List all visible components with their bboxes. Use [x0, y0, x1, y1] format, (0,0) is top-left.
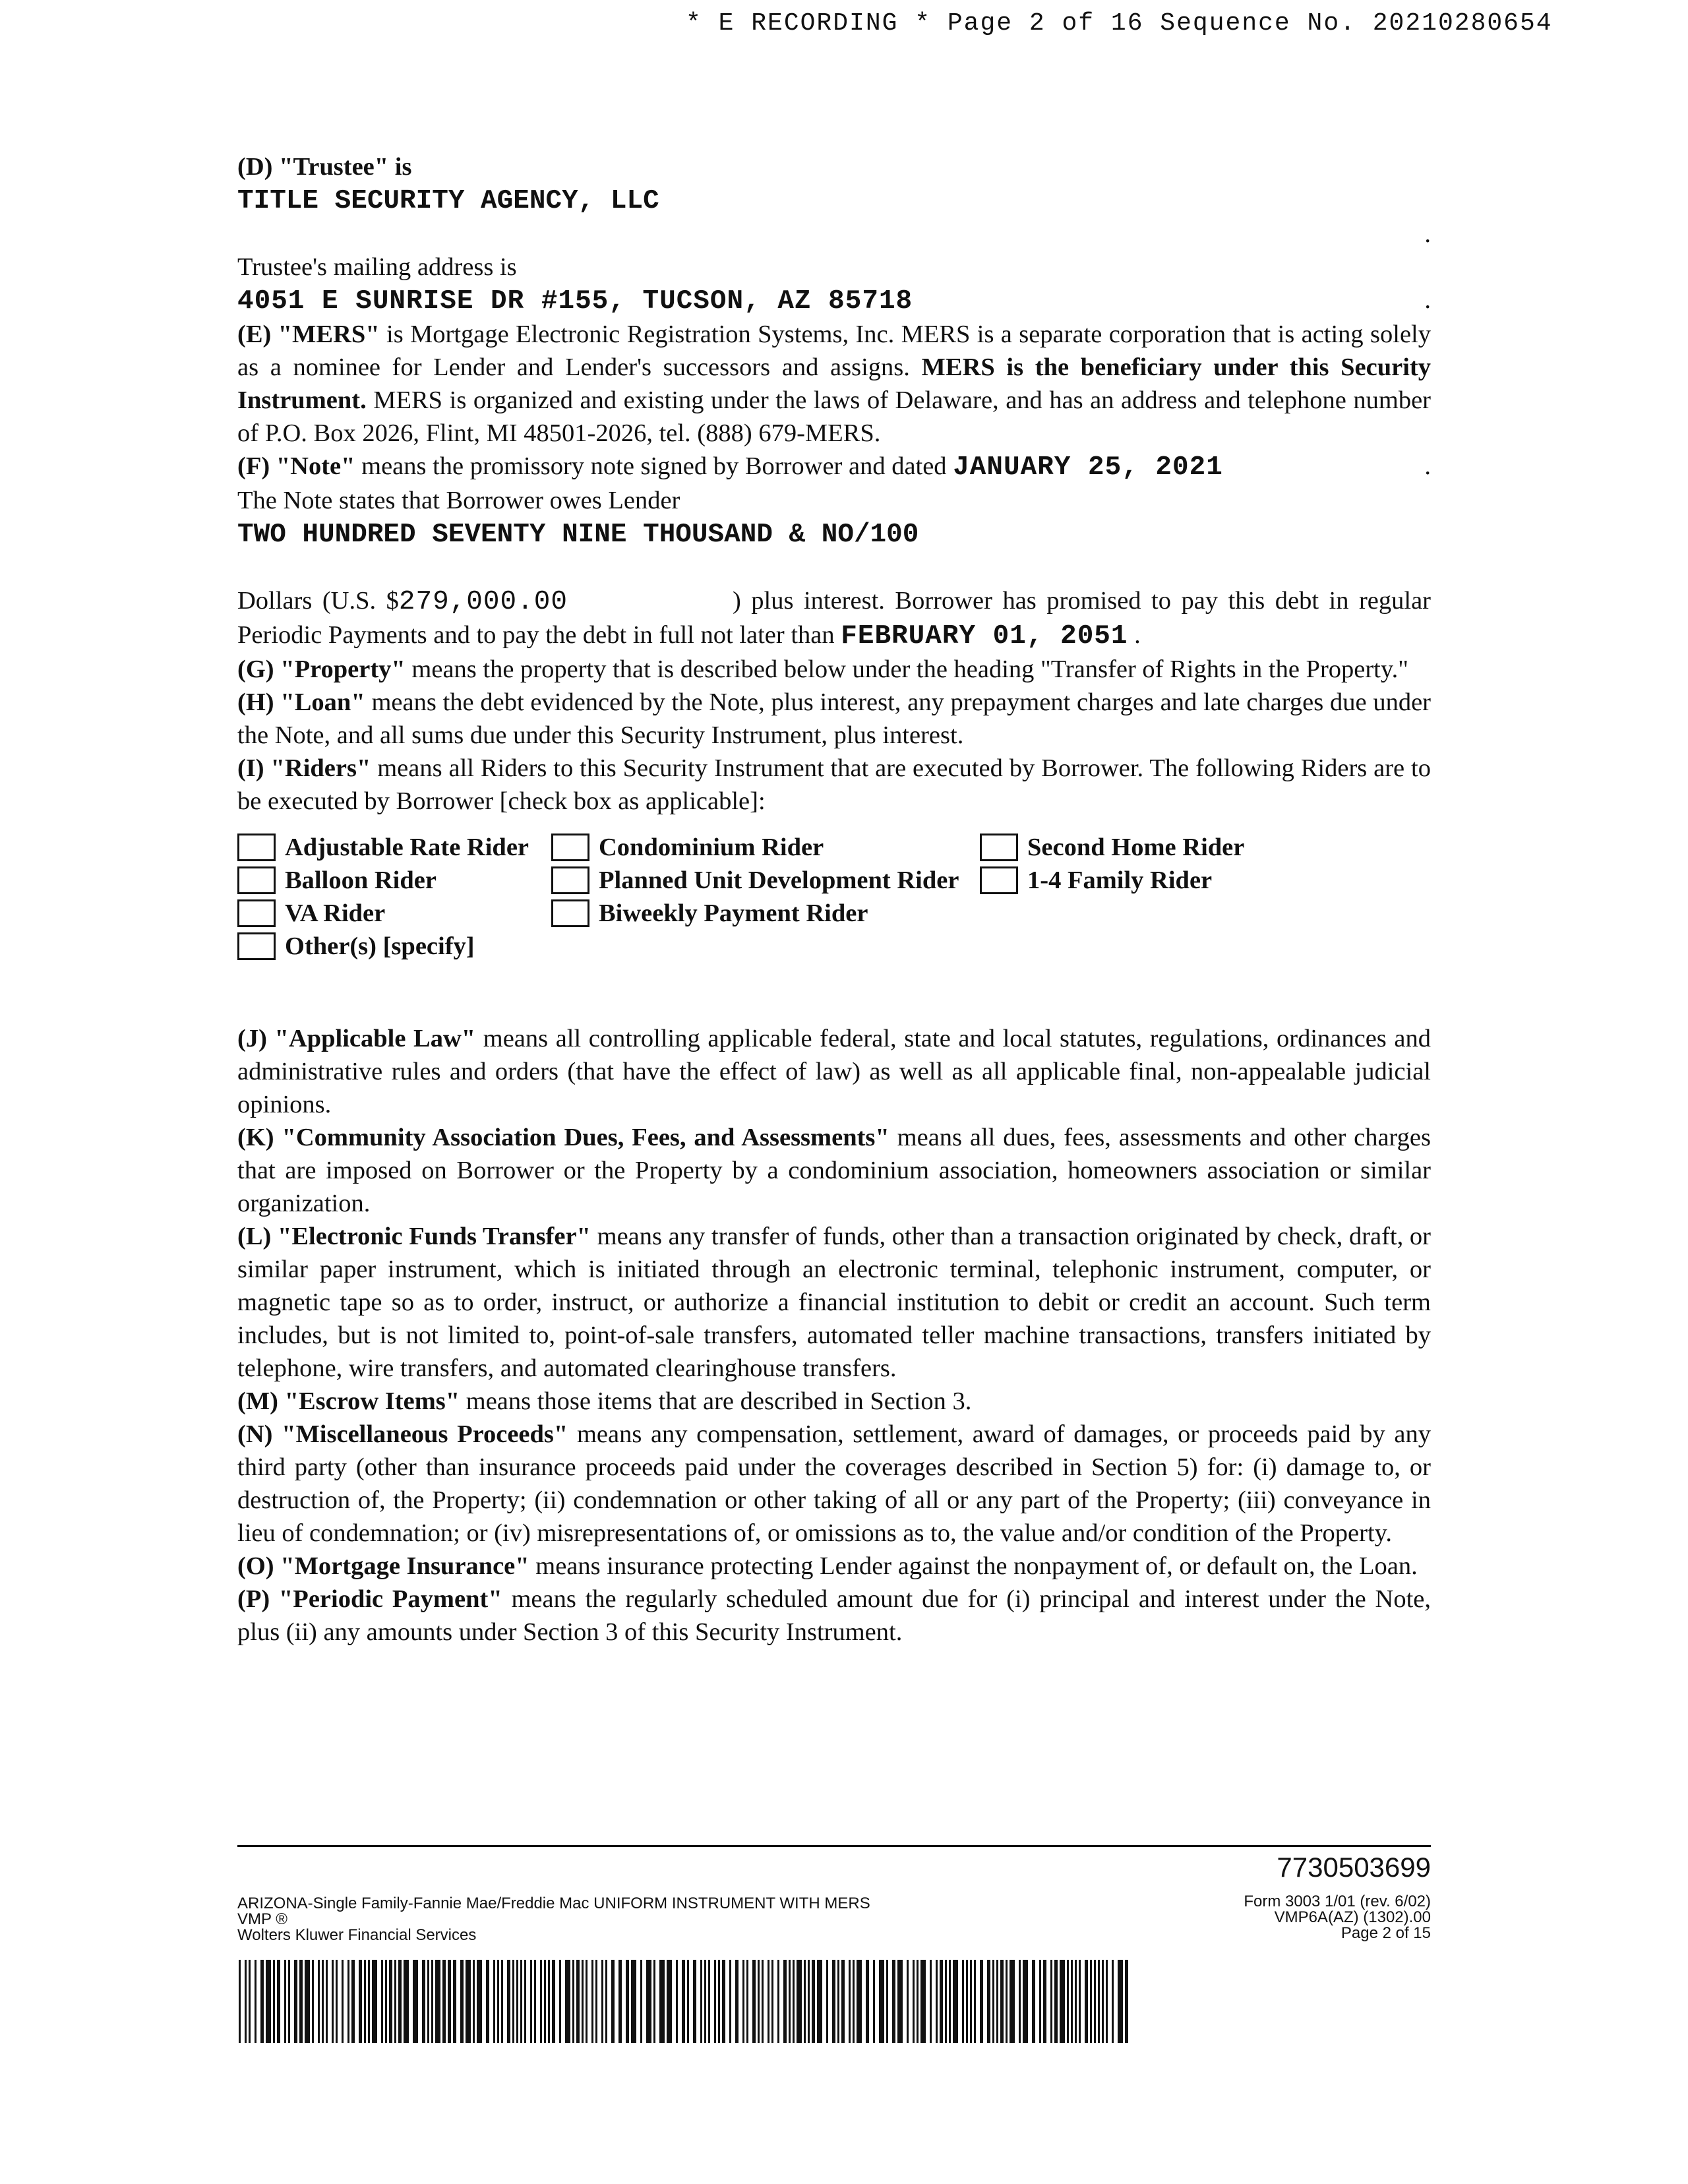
barcode-bar	[879, 1960, 884, 2043]
barcode-bar	[897, 1960, 903, 2043]
barcode-bar	[305, 1960, 310, 2043]
barcode-bar	[783, 1960, 787, 2043]
barcode-bar	[576, 1960, 580, 2043]
barcode-bar	[1106, 1960, 1108, 2043]
amount-words: TWO HUNDRED SEVENTY NINE THOUSAND & NO/100	[237, 520, 919, 550]
barcode-bar	[771, 1960, 773, 2043]
barcode-bar	[873, 1960, 875, 2043]
note-date: JANUARY 25, 2021	[953, 452, 1223, 483]
community-dues-definition: (K) "Community Association Dues, Fees, and Assessments" means all dues, fees, assessments and other charges that are imposed on Borrower or the Property by a condominium association, homeowners association or similar organization.	[237, 1124, 1431, 1217]
barcode-bar	[714, 1960, 716, 2043]
barcode-bar	[448, 1960, 451, 2043]
barcode-bar	[389, 1960, 392, 2043]
barcode-bar	[1118, 1960, 1123, 2043]
document-body	[237, 150, 1431, 1649]
loan-definition: (H) "Loan" means the debt evidenced by the Note, plus interest, any prepayment charges and late charges due under the Note, and all sums due under this Security Instrument, plus interest.	[237, 688, 1431, 749]
barcode-bar	[676, 1960, 678, 2043]
barcode-bar	[453, 1960, 456, 2043]
barcode-bar	[789, 1960, 791, 2043]
barcode-bar	[837, 1960, 839, 2043]
barcode-bar	[336, 1960, 338, 2043]
barcode-bar	[540, 1960, 542, 2043]
barcode-bar	[857, 1960, 862, 2043]
maturity-date: FEBRUARY 01, 2051	[841, 621, 1128, 652]
barcode-bar	[572, 1960, 574, 2043]
barcode-bar	[966, 1960, 968, 2043]
riders-checklist	[237, 831, 1431, 963]
barcode-bar	[312, 1960, 314, 2043]
barcode-bar	[582, 1960, 584, 2043]
barcode-bar	[1125, 1960, 1128, 2043]
barcode-bar	[945, 1960, 947, 2043]
barcode-bar	[687, 1960, 689, 2043]
recording-header: * E RECORDING * Page 2 of 16 Sequence No. 20210280654	[686, 9, 1553, 38]
checkbox[interactable]	[980, 834, 1018, 861]
barcode	[239, 1960, 1133, 2043]
barcode-bar	[1043, 1960, 1046, 2043]
rider-condominium[interactable]: Condominium Rider	[551, 831, 824, 864]
barcode-bar	[907, 1960, 909, 2043]
trustee-label: (D) "Trustee" is	[237, 153, 412, 181]
barcode-bar	[477, 1960, 482, 2043]
barcode-bar	[595, 1960, 597, 2043]
barcode-bar	[501, 1960, 503, 2043]
barcode-bar	[322, 1960, 324, 2043]
barcode-bar	[953, 1960, 958, 2043]
barcode-bar	[646, 1960, 651, 2043]
barcode-bar	[1006, 1960, 1008, 2043]
form-title: ARIZONA-Single Family-Fannie Mae/Freddie Mac UNIFORM INSTRUMENT WITH MERS	[237, 1895, 870, 1912]
barcode-bar	[1102, 1960, 1104, 2043]
barcode-bar	[1075, 1960, 1077, 2043]
barcode-bar	[777, 1960, 779, 2043]
barcode-bar	[381, 1960, 383, 2043]
barcode-bar	[273, 1960, 275, 2043]
barcode-bar	[940, 1960, 943, 2043]
barcode-bar	[332, 1960, 334, 2043]
barcode-bar	[442, 1960, 446, 2043]
note-definition: (F) "Note" means the promissory note signed by Borrower and dated JANUARY 25, 2021 .	[237, 452, 1431, 483]
barcode-bar	[1023, 1960, 1028, 2043]
barcode-bar	[626, 1960, 629, 2043]
barcode-bar	[1050, 1960, 1052, 2043]
barcode-bar	[1060, 1960, 1065, 2043]
checkbox[interactable]	[551, 866, 589, 894]
applicable-law-definition: (J) "Applicable Law" means all controlling applicable federal, state and local statutes, regulations, ordinances and administrative rules and orders (that have the effect of law) as well as all applicable final, non-appealable judicial opinions.	[237, 1025, 1431, 1118]
barcode-bar	[962, 1960, 964, 2043]
barcode-bar	[849, 1960, 851, 2043]
property-definition: (G) "Property" means the property that is described below under the heading "Transfer of Rights in the Property."	[237, 655, 1408, 683]
barcode-bar	[949, 1960, 951, 2043]
barcode-bar	[422, 1960, 425, 2043]
barcode-bar	[359, 1960, 362, 2043]
trustee-dot-line: .	[1424, 220, 1431, 248]
rider-balloon[interactable]: Balloon Rider	[237, 864, 437, 897]
barcode-bar	[516, 1960, 518, 2043]
barcode-bar	[398, 1960, 402, 2043]
barcode-bar	[486, 1960, 489, 2043]
barcode-bar	[260, 1960, 264, 2043]
barcode-bar	[996, 1960, 998, 2043]
checkbox[interactable]	[980, 866, 1018, 894]
barcode-bar	[372, 1960, 377, 2043]
barcode-bar	[299, 1960, 303, 2043]
barcode-bar	[552, 1960, 555, 2043]
loan-amount: 279,000.00	[398, 587, 568, 617]
barcode-bar	[817, 1960, 822, 2043]
barcode-bar	[752, 1960, 756, 2043]
barcode-bar	[1094, 1960, 1096, 2043]
barcode-bar	[601, 1960, 603, 2043]
barcode-bar	[832, 1960, 835, 2043]
mers-definition: (E) "MERS" is Mortgage Electronic Registration Systems, Inc. MERS is a separate corporation that is acting solely as a nominee for Lender and Lender's successors and assigns. MERS is the beneficiary under this Security Instrument. MERS is organized and existing under the laws of Delaware, and has an address and telephone number of P.O. Box 2026, Flint, MI 48501-2026, tel. (888) 679-MERS.	[237, 320, 1432, 447]
note-amount-paragraph: Dollars (U.S. $279,000.00 ) plus interest. Borrower has promised to pay this debt in regular Periodic Payments and to pay the debt in full not later than FEBRUARY 01, 2051 .	[237, 587, 1431, 652]
barcode-bar	[653, 1960, 655, 2043]
barcode-bar	[1067, 1960, 1069, 2043]
barcode-bar	[288, 1960, 290, 2043]
barcode-bar	[742, 1960, 744, 2043]
barcode-bar	[722, 1960, 725, 2043]
barcode-bar	[591, 1960, 593, 2043]
barcode-bar	[708, 1960, 710, 2043]
barcode-bar	[565, 1960, 570, 2043]
checkbox[interactable]	[237, 932, 276, 960]
barcode-bar	[245, 1960, 247, 2043]
rider-biweekly[interactable]: Biweekly Payment Rider	[551, 897, 868, 930]
barcode-bar	[277, 1960, 280, 2043]
barcode-bar	[974, 1960, 976, 2043]
vmp-mark: VMP ®	[237, 1910, 287, 1928]
riders-definition: (I) "Riders" means all Riders to this Security Instrument that are executed by Borrower. The following Riders are to be executed by Borrower [check box as applicable]:	[237, 754, 1431, 815]
barcode-bar	[980, 1960, 983, 2043]
barcode-bar	[793, 1960, 795, 2043]
barcode-bar	[431, 1960, 433, 2043]
barcode-bar	[1032, 1960, 1035, 2043]
barcode-bar	[920, 1960, 926, 2043]
barcode-bar	[1079, 1960, 1081, 2043]
form-number: Form 3003 1/01 (rev. 6/02)	[1244, 1893, 1431, 1910]
barcode-bar	[768, 1960, 769, 2043]
mortgage-insurance-definition: (O) "Mortgage Insurance" means insurance protecting Lender against the nonpayment of, or default on, the Loan.	[237, 1552, 1418, 1580]
barcode-bar	[729, 1960, 731, 2043]
barcode-bar	[1112, 1960, 1114, 2043]
barcode-bar	[266, 1960, 271, 2043]
rider-second-home[interactable]: Second Home Rider	[980, 831, 1244, 864]
barcode-bar	[239, 1960, 241, 2043]
barcode-bar	[618, 1960, 622, 2043]
checkbox[interactable]	[237, 866, 276, 894]
barcode-bar	[507, 1960, 510, 2043]
checkbox[interactable]	[237, 834, 276, 861]
barcode-bar	[758, 1960, 760, 2043]
barcode-bar	[1085, 1960, 1088, 2043]
loan-number: 7730503699	[1277, 1852, 1431, 1883]
rider-adjustable-rate[interactable]: Adjustable Rate Rider	[237, 831, 529, 864]
barcode-bar	[512, 1960, 514, 2043]
barcode-bar	[762, 1960, 764, 2043]
barcode-bar	[1000, 1960, 1004, 2043]
escrow-definition: (M) "Escrow Items" means those items that are described in Section 3.	[237, 1387, 972, 1415]
barcode-bar	[368, 1960, 370, 2043]
barcode-bar	[917, 1960, 919, 2043]
barcode-bar	[342, 1960, 344, 2043]
barcode-bar	[351, 1960, 355, 2043]
barcode-bar	[631, 1960, 636, 2043]
barcode-bar	[326, 1960, 328, 2043]
barcode-bar	[466, 1960, 471, 2043]
barcode-bar	[427, 1960, 429, 2043]
barcode-bar	[394, 1960, 396, 2043]
barcode-bar	[992, 1960, 994, 2043]
barcode-bar	[667, 1960, 672, 2043]
barcode-bar	[413, 1960, 418, 2043]
barcode-bar	[249, 1960, 251, 2043]
barcode-bar	[497, 1960, 499, 2043]
barcode-bar	[936, 1960, 938, 2043]
barcode-bar	[808, 1960, 810, 2043]
rider-other[interactable]: Other(s) [specify]	[237, 930, 475, 963]
barcode-bar	[294, 1960, 297, 2043]
rider-1-4-family[interactable]: 1-4 Family Rider	[980, 864, 1212, 897]
misc-proceeds-definition: (N) "Miscellaneous Proceeds" means any compensation, settlement, award of damages, or proceeds paid by any third party (other than insurance proceeds paid under the coverages described in Section 5) for: (i) damage to, or destruction of, the Property; (ii) condemnation or other taking of all or any part of the Property; (iii) conveyance in lieu of condemnation; or (iv) misrepresentations of, or omissions as to, the value and/or condition of the Property.	[237, 1420, 1431, 1547]
barcode-bar	[804, 1960, 806, 2043]
barcode-bar	[460, 1960, 464, 2043]
rider-va[interactable]: VA Rider	[237, 897, 385, 930]
barcode-bar	[520, 1960, 522, 2043]
barcode-bar	[255, 1960, 256, 2043]
trustee-address: 4051 E SUNRISE DR #155, TUCSON, AZ 85718	[237, 286, 913, 317]
barcode-bar	[473, 1960, 475, 2043]
barcode-bar	[364, 1960, 366, 2043]
barcode-bar	[987, 1960, 990, 2043]
barcode-bar	[1019, 1960, 1021, 2043]
vmp-code: VMP6A(AZ) (1302).00	[1274, 1908, 1431, 1926]
barcode-bar	[1010, 1960, 1015, 2043]
barcode-bar	[1039, 1960, 1041, 2043]
periodic-payment-definition: (P) "Periodic Payment" means the regularly scheduled amount due for (i) principal and interest under the Note, plus (ii) any amounts under Section 3 of this Security Instrument.	[237, 1585, 1431, 1646]
barcode-bar	[534, 1960, 536, 2043]
barcode-bar	[700, 1960, 702, 2043]
barcode-bar	[1090, 1960, 1092, 2043]
barcode-bar	[930, 1960, 932, 2043]
checkbox[interactable]	[551, 834, 589, 861]
barcode-bar	[841, 1960, 845, 2043]
barcode-bar	[605, 1960, 607, 2043]
barcode-bar	[385, 1960, 387, 2043]
barcode-bar	[718, 1960, 720, 2043]
trustee-address-line: 4051 E SUNRISE DR #155, TUCSON, AZ 85718 .	[237, 286, 1431, 317]
barcode-bar	[693, 1960, 696, 2043]
barcode-bar	[682, 1960, 685, 2043]
checkbox[interactable]	[237, 899, 276, 927]
barcode-bar	[404, 1960, 409, 2043]
page-number: Page 2 of 15	[1341, 1924, 1431, 1942]
barcode-bar	[524, 1960, 526, 2043]
barcode-bar	[913, 1960, 915, 2043]
barcode-bar	[797, 1960, 802, 2043]
barcode-bar	[853, 1960, 855, 2043]
footer-form-number	[1244, 1894, 1431, 1941]
barcode-bar	[970, 1960, 972, 2043]
trustee-address-label: Trustee's mailing address is	[237, 253, 517, 281]
trustee-name: TITLE SECURITY AGENCY, LLC	[237, 186, 659, 216]
barcode-bar	[735, 1960, 738, 2043]
barcode-bar	[544, 1960, 546, 2043]
barcode-bar	[586, 1960, 588, 2043]
barcode-bar	[318, 1960, 320, 2043]
barcode-bar	[347, 1960, 349, 2043]
rider-pud[interactable]: Planned Unit Development Rider	[551, 864, 959, 897]
footer-form-info	[237, 1896, 870, 1943]
barcode-bar	[435, 1960, 440, 2043]
barcode-bar	[611, 1960, 615, 2043]
barcode-bar	[892, 1960, 895, 2043]
barcode-bar	[1098, 1960, 1100, 2043]
barcode-bar	[1071, 1960, 1073, 2043]
barcode-bar	[530, 1960, 532, 2043]
barcode-bar	[559, 1960, 561, 2043]
barcode-bar	[826, 1960, 828, 2043]
barcode-bar	[746, 1960, 748, 2043]
note-owes: The Note states that Borrower owes Lender	[237, 487, 680, 514]
barcode-bar	[886, 1960, 888, 2043]
barcode-bar	[548, 1960, 550, 2043]
barcode-bar	[640, 1960, 642, 2043]
publisher: Wolters Kluwer Financial Services	[237, 1926, 477, 1944]
barcode-bar	[812, 1960, 815, 2043]
footer-divider	[237, 1845, 1431, 1847]
eft-definition: (L) "Electronic Funds Transfer" means any transfer of funds, other than a transaction originated by check, draft, or similar paper instrument, which is initiated through an electronic terminal, telephonic instrument, computer, or magnetic tape so as to order, instruct, or authorize a financial institution to debit or credit an account. Such term includes, but is not limited to, point-of-sale transfers, automated teller machine transactions, transfers initiated by telephone, wire transfers, and automated clearinghouse transfers.	[237, 1223, 1432, 1382]
barcode-bar	[493, 1960, 495, 2043]
checkbox[interactable]	[551, 899, 589, 927]
barcode-bar	[704, 1960, 706, 2043]
barcode-bar	[659, 1960, 665, 2043]
barcode-bar	[284, 1960, 286, 2043]
barcode-bar	[1054, 1960, 1058, 2043]
barcode-bar	[866, 1960, 869, 2043]
